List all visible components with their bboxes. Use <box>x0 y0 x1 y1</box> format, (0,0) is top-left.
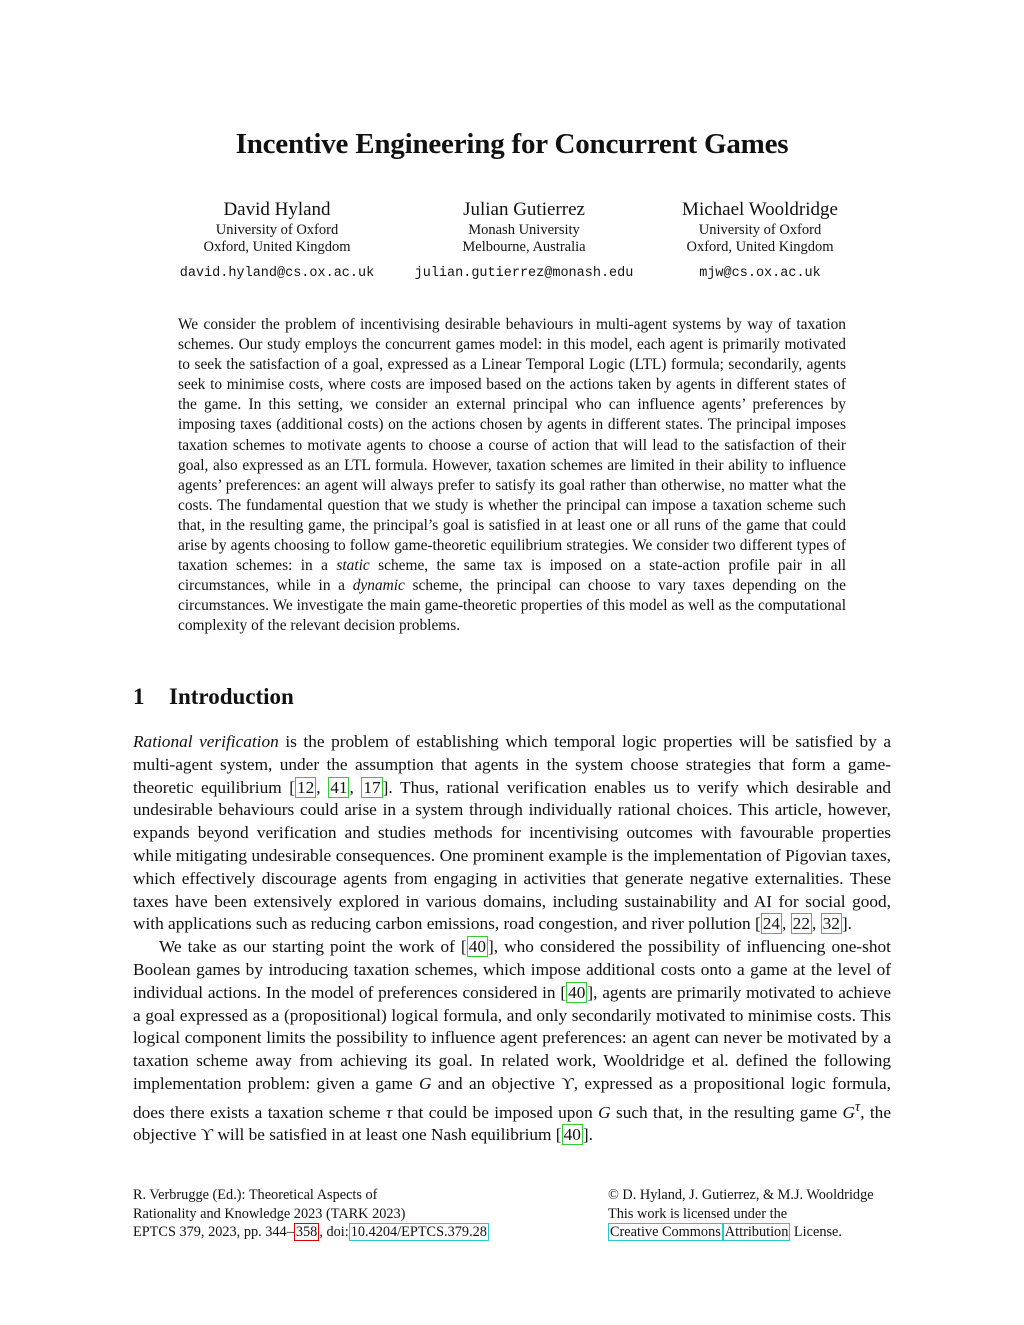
doi-link[interactable]: 10.4204/EPTCS.379.28 <box>350 1224 487 1241</box>
author-block-3 <box>664 198 856 281</box>
introduction-body <box>133 731 891 1147</box>
citation-link[interactable]: 24 <box>762 914 781 934</box>
citation-link[interactable]: 17 <box>363 777 381 797</box>
author-affiliation: University of Oxford <box>698 222 822 238</box>
author-affiliation: Monash University <box>468 222 580 238</box>
footer-license-info: © D. Hyland, J. Gutierrez, & M.J. Wooldridge This work is licensed under the Creative Commons Attribution License. <box>608 1187 874 1241</box>
author-email: mjw@cs.ox.ac.uk <box>699 266 821 281</box>
citation-link[interactable]: 32 <box>822 914 840 934</box>
citation-link[interactable]: 40 <box>468 937 486 957</box>
attribution-link[interactable]: Attribution <box>724 1224 789 1241</box>
author-name: Julian Gutierrez <box>463 199 585 220</box>
author-block-2 <box>404 198 644 281</box>
citation-link[interactable]: 40 <box>563 1125 581 1145</box>
creative-commons-link[interactable]: Creative Commons <box>610 1224 721 1241</box>
author-name: David Hyland <box>223 199 331 220</box>
author-email: david.hyland@cs.ox.ac.uk <box>179 266 375 281</box>
section-heading-introduction: 1 Introduction <box>133 684 294 709</box>
author-block-1 <box>177 198 377 281</box>
citation-link[interactable]: 41 <box>330 777 348 797</box>
paragraph: Rational verification is the problem of establishing which temporal logic properties will be satisfied by a multi-agent system, under the assumption that agents in the system choose strategies that form a game-theoretic equilibrium [ 12 , 41 , 17 ]. Thus, rational verification enables us to verify which desirable and undesirable behaviours could arise in a system through individually rational choices. This article, however, expands beyond verification and studies methods for incentivising outcomes with favourable properties while mitigating undesirable consequences. One prominent example is the implementation of Pigovian taxes, which effectively discourage agents from engaging in activities that generate negative externalities. These taxes have been extensively explored in various domains, including sustainability and AI for social good, with applications such as reducing carbon emissions, road congestion, and river pollution [ 24 , 22 , 32 ]. <box>133 732 892 934</box>
citation-link[interactable]: 22 <box>792 914 810 934</box>
author-location: Melbourne, Australia <box>462 239 586 255</box>
author-location: Oxford, United Kingdom <box>203 239 351 255</box>
citation-link[interactable]: 12 <box>297 777 315 797</box>
author-name: Michael Wooldridge <box>682 199 838 220</box>
author-email: julian.gutierrez@monash.edu <box>414 266 634 281</box>
author-affiliation: University of Oxford <box>215 222 339 238</box>
author-location: Oxford, United Kingdom <box>686 239 834 255</box>
last-page-link[interactable]: 358 <box>295 1224 318 1241</box>
footer-publication-info: R. Verbrugge (Ed.): Theoretical Aspects of Rationality and Knowledge 2023 (TARK 2023) EPTCS 379, 2023, pp. 344– 358 , doi: 10.4204/EPTCS.379.28 <box>133 1187 487 1241</box>
paper-title: Incentive Engineering for Concurrent Games <box>235 128 789 160</box>
paragraph: We take as our starting point the work of [ 40 ], who considered the possibility of influencing one-shot Boolean games by introducing taxation schemes, which impose additional costs onto a game at the level of individual actions. In the model of preferences considered in [ 40 ], agents are primarily motivated to achieve a goal expressed as a (propositional) logical formula, and only secondarily motivated to minimise costs. This logical component limits the possibility to influence agent preferences: an agent can never be motivated by a taxation scheme away from achieving its goal. In related work, Wooldridge et al. defined the following implementation problem: given a game G and an objective ϒ, expressed as a propositional logic formula, does there exists a taxation scheme τ that could be imposed upon G such that, in the resulting game $G^\tau$, the objective ϒ will be satisfied in at least one Nash equilibrium [ 40 ]. <box>133 937 891 1145</box>
citation-link[interactable]: 40 <box>568 982 586 1002</box>
abstract: We consider the problem of incentivising desirable behaviours in multi-agent systems by way of taxation schemes. Our study employs the concurrent games model: in this model, each agent is primarily motivated to seek the satisfaction of a goal, expressed as a Linear Temporal Logic (LTL) formula; secondarily, agents seek to minimise costs, where costs are imposed based on the actions taken by agents in different states of the game. In this setting, we consider an external principal who can influence agents’ preferences by imposing taxes (additional costs) on the actions chosen by agents in different states. The principal imposes taxation schemes to motivate agents to choose a course of action that will lead to the satisfaction of their goal, also expressed as an LTL formula. However, taxation schemes are limited in their ability to influence agents’ preferences: an agent will always prefer to satisfy its goal rather than otherwise, no matter what the costs. The fundamental question that we study is whether the principal can impose a taxation scheme such that, in the resulting game, the principal’s goal is satisfied in at least one or all runs of the game that could arise by agents choosing to follow game-theoretic equilibrium strategies. We consider two different types of taxation schemes: in a static scheme, the same tax is imposed on a state-action profile pair in all circumstances, while in a dynamic scheme, the principal can choose to vary taxes depending on the circumstances. We investigate the main game-theoretic properties of this model as well as the computational complexity of the relevant decision problems. <box>178 316 846 635</box>
